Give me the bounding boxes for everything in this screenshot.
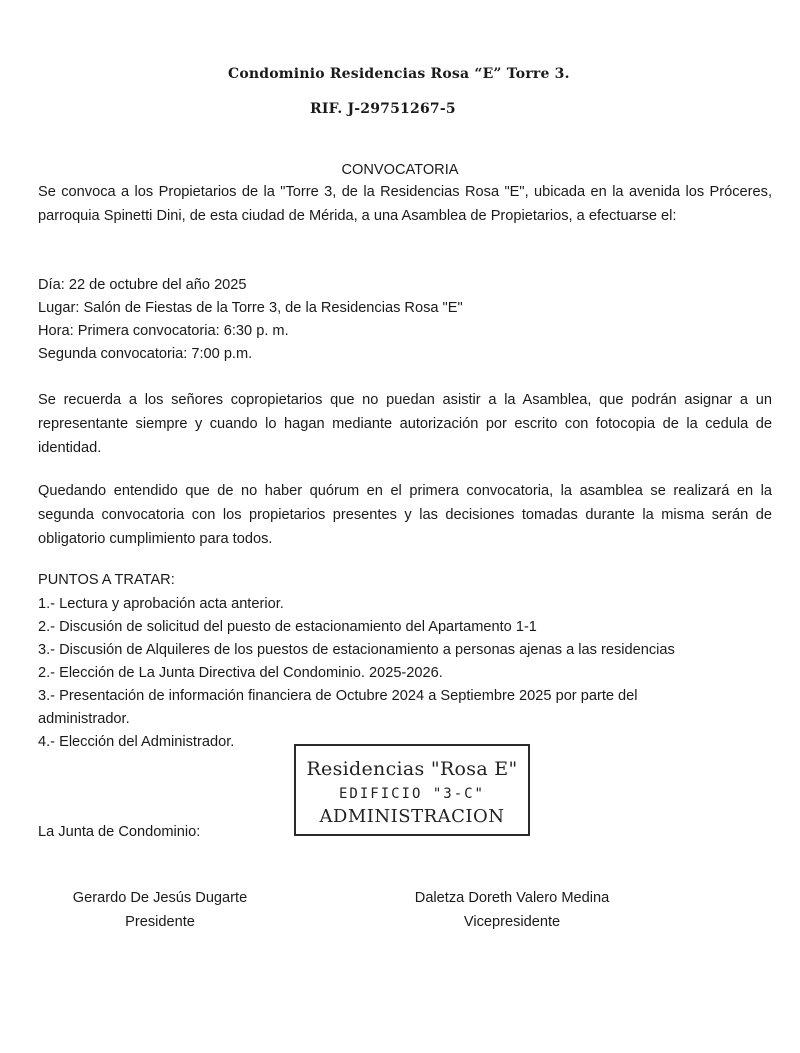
segunda-label: Segunda convocatoria:	[38, 346, 188, 362]
lugar-value: Salón de Fiestas de la Torre 3, de la Residencias Rosa "E"	[83, 300, 463, 316]
signer-name: Daletza Doreth Valero Medina	[414, 890, 610, 906]
agenda-item: 3.- Discusión de Alquileres de los puestos de estacionamiento a personas ajenas a las residencias	[38, 642, 675, 658]
hora-value: Primera convocatoria: 6:30 p. m.	[77, 323, 289, 339]
signer-name: Gerardo De Jesús Dugarte	[72, 890, 248, 906]
administration-stamp	[294, 744, 530, 836]
agenda-item: 2.- Elección de La Junta Directiva del Condominio. 2025-2026.	[38, 665, 443, 681]
agenda-item: 2.- Discusión de solicitud del puesto de estacionamiento del Apartamento 1-1	[38, 619, 537, 635]
stamp-line-2: EDIFICIO "3-C"	[338, 786, 485, 802]
agenda-item: 4.- Elección del Administrador.	[38, 734, 235, 750]
intro-paragraph: Se convoca a los Propietarios de la "Torre 3, de la Residencias Rosa "E", ubicada en la avenida los Próceres, parroquia Spinetti Dini, de esta ciudad de Mérida, a una Asamblea de Propietarios, a efectuarse el:	[38, 184, 772, 224]
junta-label: La Junta de Condominio:	[38, 824, 201, 840]
signature-president	[40, 886, 280, 934]
rif-number: RIF. J-29751267-5	[310, 101, 456, 117]
dia-value: 22 de octubre del año 2025	[68, 277, 247, 293]
lugar-label: Lugar:	[38, 300, 80, 316]
dia-label: Día:	[38, 277, 65, 293]
org-name: Condominio Residencias Rosa “E” Torre 3.	[228, 66, 570, 82]
stamp-line-3: ADMINISTRACION	[319, 806, 505, 827]
hora-label: Hora:	[38, 323, 74, 339]
stamp-line-1: Residencias "Rosa E"	[306, 758, 518, 780]
agenda-item: 3.- Presentación de información financiera de Octubre 2024 a Septiembre 2025 por parte del	[38, 688, 638, 704]
document-title: CONVOCATORIA	[341, 162, 459, 178]
signer-role: Vicepresidente	[463, 914, 561, 930]
detail-dia	[38, 273, 247, 297]
agenda-item-continuation: administrador.	[38, 711, 130, 727]
signature-vicepresident	[392, 886, 632, 934]
detail-lugar	[38, 296, 463, 320]
reminder-paragraph: Se recuerda a los señores copropietarios que no puedan asistir a la Asamblea, que podrán asignar a un representante siempre y cuando lo hagan mediante autorización por escrito con fotocopia de la cedula de identidad.	[38, 392, 772, 456]
segunda-value: 7:00 p.m.	[191, 346, 253, 362]
detail-segunda	[38, 342, 252, 366]
quorum-paragraph: Quedando entendido que de no haber quórum en el primera convocatoria, la asamblea se realizará en la segunda convocatoria con los propietarios presentes y las decisiones tomadas durante la misma serán de obligatorio cumplimiento para todos.	[38, 483, 772, 547]
agenda-item: 1.- Lectura y aprobación acta anterior.	[38, 596, 284, 612]
detail-hora	[38, 319, 289, 343]
signer-role: Presidente	[125, 914, 195, 930]
agenda-heading: PUNTOS A TRATAR:	[38, 572, 175, 588]
